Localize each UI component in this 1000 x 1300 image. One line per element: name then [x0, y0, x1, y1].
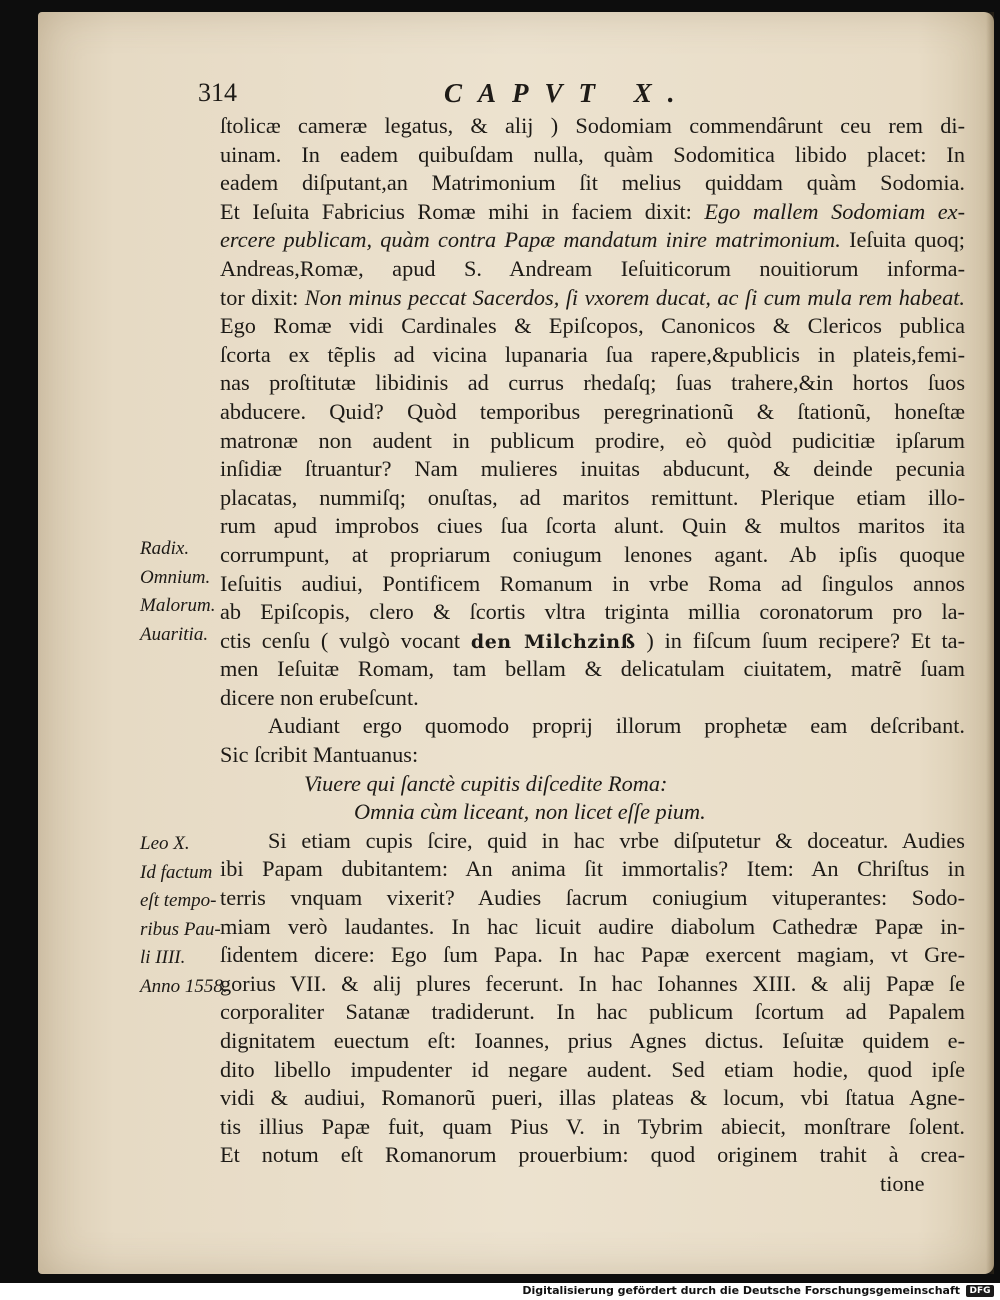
text-line: Ego Romæ vidi Cardinales & Epiſcopos, Canonicos & Clericos publica	[220, 313, 965, 339]
fraktur-term: den Milchzinß	[470, 630, 636, 653]
text-line	[220, 198, 965, 227]
text-line: ſcorta ex tẽplis ad vicina lupanaria ſua rapere,&publicis in plateis,femi-	[220, 341, 965, 367]
main-text	[220, 112, 965, 1199]
italic-quote: ercere publicam, quàm contra Papæ mandatum inire matrimonium.	[220, 227, 841, 253]
text-line: rum apud improbos ciues ſua ſcorta alunt. Quin & multos maritos ita	[220, 513, 965, 539]
margin-note-line: Radix.	[140, 538, 190, 559]
verse-line: Omnia cùm liceant, non licet eſſe pium.	[354, 799, 706, 825]
text-segment: tor dixit:	[220, 284, 299, 310]
text-line: Andreas,Romæ, apud S. Andream Ieſuiticorum nouitiorum informa-	[220, 255, 965, 281]
text-line: corporaliter Satanæ tradiderunt. In hac publicum ſcortum ad Papalem	[220, 999, 965, 1025]
text-line: tis illius Papæ fuit, quam Pius V. in Tybrim abiecit, monſtrare ſolent.	[220, 1113, 965, 1139]
text-line: eadem diſputant,an Matrimonium ſit melius quiddam quàm Sodomia.	[220, 170, 965, 196]
text-line: terris vnquam vixerit? Audies ſacrum coniugium vituperantes: Sodo-	[220, 885, 965, 911]
text-line: ſtolicæ cameræ legatus, & alij ) Sodomiam commendârunt ceu rem di-	[220, 113, 965, 138]
text-line: corrumpunt, at propriarum coniugum lenones agant. Ab ipſis quoque	[220, 541, 965, 567]
page-edge	[986, 12, 994, 1274]
text-line: gorius VII. & alij plures fecerunt. In hac Iohannes XIII. & alij Papæ ſe	[220, 970, 965, 996]
margin-note-leo	[140, 830, 250, 1002]
text-line: abducere. Quid? Quòd temporibus peregrinationũ & ſtationũ, honeſtæ	[220, 398, 965, 424]
text-line: vidi & audiui, Romanorũ pueri, illas plateas & locum, vbi ſtatua Agne-	[220, 1085, 965, 1111]
margin-note-line: Leo X.	[140, 833, 190, 854]
text-segment: Et Ieſuita Fabricius Romæ mihi in faciem dixit:	[220, 198, 692, 224]
text-line: ab Epiſcopis, clero & ſcortis vltra triginta millia coronatorum pro la-	[220, 599, 965, 625]
text-line: uinam. In eadem quibuſdam nulla, quàm Sodomitica libido placet: In	[220, 141, 965, 167]
margin-note-line: ribus Pau-	[140, 918, 221, 940]
text-line: men Ieſuitæ Romam, tam bellam & delicatulam ciuitatem, matrẽ ſuam	[220, 656, 965, 682]
text-segment: ) in fiſcum ſuum recipere? Et ta-	[646, 627, 965, 653]
text-line: Audiant ergo quomodo proprij illorum prophetæ eam deſcribant.	[268, 713, 965, 739]
text-line: tione	[880, 1170, 925, 1196]
text-line: Et notum eſt Romanorum prouerbium: quod originem trahit à crea-	[220, 1142, 965, 1168]
italic-quote: Ego mallem Sodomiam ex-	[704, 198, 965, 224]
text-line	[220, 627, 965, 656]
text-segment: ctis cenſu ( vulgò vocant	[220, 627, 461, 653]
margin-note-line: eſt tempo-	[140, 890, 217, 912]
dfg-logo: DFG	[966, 1285, 994, 1297]
text-line: ibi Papam dubitantem: An anima ſit immortalis? Item: An Chriſtus in	[220, 856, 965, 882]
text-line: Ieſuitis audiui, Pontificem Romanum in vrbe Roma ad ſingulos annos	[220, 570, 965, 596]
margin-note-line: Id factum	[140, 861, 213, 883]
text-line: nas proſtitutæ libidinis ad currus rhedaſq; ſuas trahere,&in hortos ſuos	[220, 370, 965, 396]
margin-note-radix	[140, 535, 250, 649]
margin-note-line: Malorum.	[140, 595, 216, 617]
text-line: inſidiæ ſtruantur? Nam mulieres inuitas abducunt, & deinde pecunia	[220, 456, 965, 482]
margin-note-line: li IIII.	[140, 947, 186, 969]
text-segment: Ieſuita quoq;	[849, 227, 965, 253]
text-line	[220, 284, 965, 313]
text-line: dignitatem euectum eſt: Ioannes, prius Agnes dictus. Ieſuitæ quidem e-	[220, 1028, 965, 1053]
text-line: Si etiam cupis ſcire, quid in hac vrbe diſputetur & doceatur. Audies	[268, 827, 965, 853]
funding-credit: Digitalisierung gefördert durch die Deutsche Forschungsgemeinschaft	[522, 1284, 960, 1297]
text-line: miam verò laudantes. In hac licuit audire diabolum Cathedræ Papæ in-	[220, 913, 965, 939]
margin-note-line: Omnium.	[140, 566, 211, 588]
text-line: placatas, nummiſq; onuſtas, ad maritos remittunt. Plerique etiam illo-	[220, 484, 965, 510]
text-line	[220, 226, 965, 255]
footer-bar	[0, 1283, 1000, 1300]
italic-quote: Non minus peccat Sacerdos, ſi vxorem ducat, ac ſi cum mula rem habeat.	[304, 284, 965, 310]
running-title: CAPVT X.	[444, 78, 691, 108]
text-line: dicere non erubeſcunt.	[220, 684, 419, 710]
text-line: matronæ non audent in publicum prodire, eò quòd pudicitiæ ipſarum	[220, 427, 965, 453]
margin-note-line: Anno 1558.	[140, 975, 228, 997]
margin-note-line: Auaritia.	[140, 623, 209, 645]
text-line: dito libello impudenter id negare audent. Sed etiam hodie, quod ipſe	[220, 1056, 965, 1082]
text-line: ſidentem dicere: Ego ſum Papa. In hac Papæ exercent magiam, vt Gre-	[220, 942, 965, 968]
page-number: 314	[198, 78, 237, 107]
text-line: Sic ſcribit Mantuanus:	[220, 742, 419, 768]
verse-line: Viuere qui ſanctè cupitis diſcedite Roma:	[304, 770, 668, 796]
